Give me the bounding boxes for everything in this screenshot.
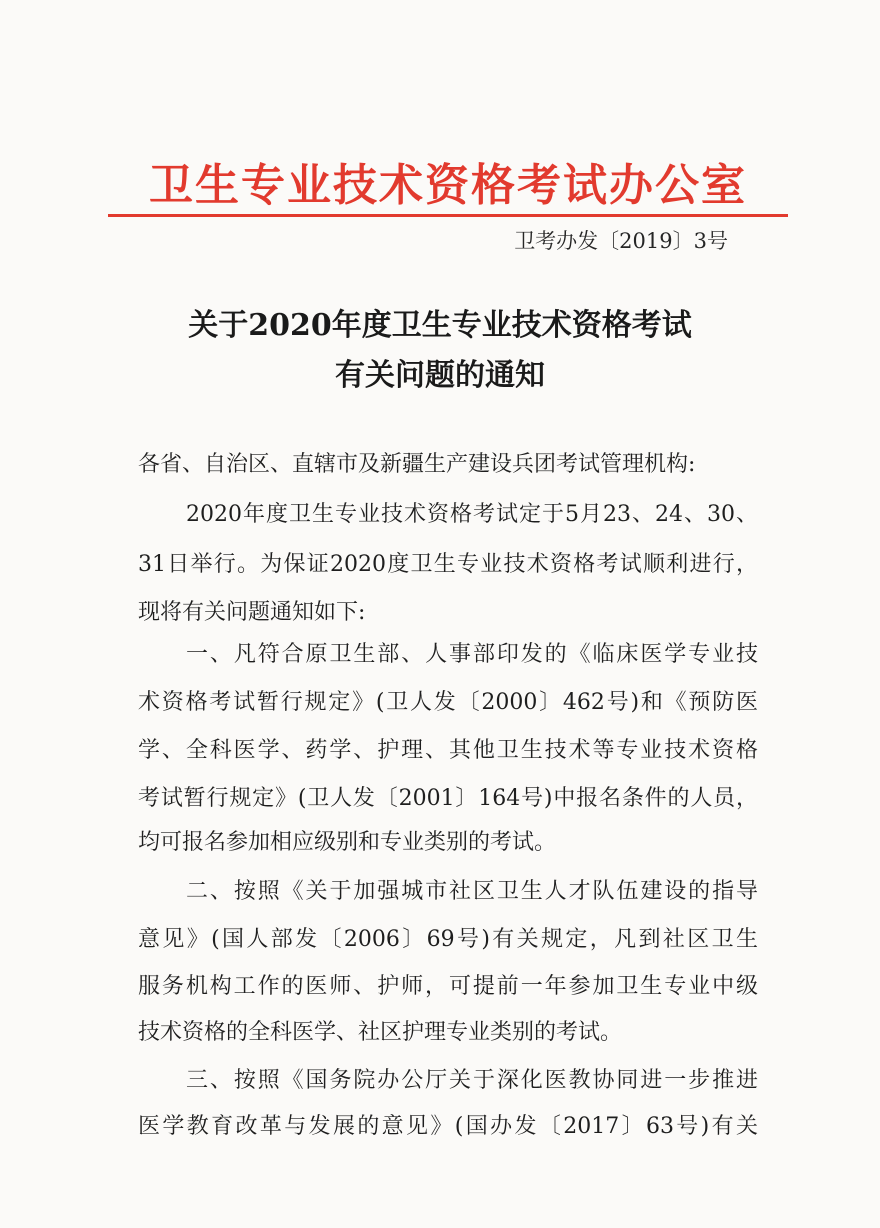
body-line: 二、按照《关于加强城市社区卫生人才队伍建设的指导: [186, 879, 758, 904]
red-header-rule: [108, 214, 788, 217]
body-line: 31日举行。为保证2020度卫生专业技术资格考试顺利进行，: [138, 552, 758, 577]
body-line: 考试暂行规定》(卫人发〔2001〕164号)中报名条件的人员，: [138, 786, 758, 811]
body-line: 术资格考试暂行规定》(卫人发〔2000〕462号)和《预防医: [138, 690, 758, 715]
document-number: 卫考办发〔2019〕3号: [514, 229, 728, 253]
body-line: 2020年度卫生专业技术资格考试定于5月23、24、30、: [186, 502, 758, 527]
notice-title-line-1: 关于2020年度卫生专业技术资格考试: [188, 308, 692, 343]
body-line: 一、凡符合原卫生部、人事部印发的《临床医学专业技: [186, 642, 758, 667]
body-line: 现将有关问题通知如下:: [138, 600, 366, 625]
body-line: 学、全科医学、药学、护理、其他卫生技术等专业技术资格: [138, 738, 758, 763]
body-line: 医学教育改革与发展的意见》(国办发〔2017〕63号)有关: [138, 1114, 758, 1139]
body-line: 均可报名参加相应级别和专业类别的考试。: [138, 830, 557, 855]
notice-title-line-2: 有关问题的通知: [335, 358, 545, 393]
body-line: 三、按照《国务院办公厅关于深化医教协同进一步推进: [186, 1068, 758, 1093]
body-line: 意见》(国人部发〔2006〕69号)有关规定，凡到社区卫生: [138, 927, 758, 952]
body-line: 技术资格的全科医学、社区护理专业类别的考试。: [138, 1020, 623, 1045]
body-line: 服务机构工作的医师、护师，可提前一年参加卫生专业中级: [138, 974, 758, 999]
salutation: 各省、自治区、直辖市及新疆生产建设兵团考试管理机构:: [138, 452, 696, 477]
issuing-office-header: 卫生专业技术资格考试办公室: [149, 160, 747, 211]
